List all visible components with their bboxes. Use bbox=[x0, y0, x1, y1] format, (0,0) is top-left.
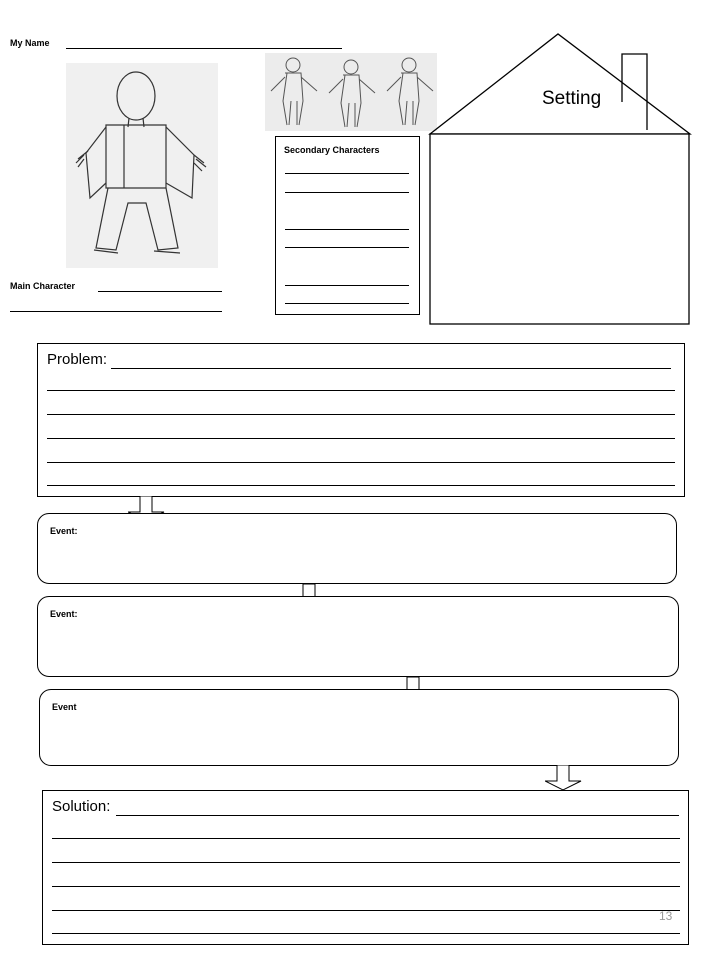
solution-line-2[interactable] bbox=[52, 838, 680, 839]
event-label-1: Event: bbox=[50, 526, 78, 536]
problem-line-4[interactable] bbox=[47, 438, 675, 439]
secondary-character-line-6[interactable] bbox=[285, 303, 409, 304]
solution-line-3[interactable] bbox=[52, 862, 680, 863]
main-character-field-2[interactable] bbox=[10, 311, 222, 312]
solution-line-5[interactable] bbox=[52, 910, 680, 911]
house-outline-icon bbox=[428, 32, 692, 328]
main-character-field-1[interactable] bbox=[98, 291, 222, 292]
solution-line-1[interactable] bbox=[116, 815, 679, 816]
my-name-label: My Name bbox=[10, 38, 50, 48]
boy-figure-icon bbox=[66, 63, 218, 268]
setting-title: Setting bbox=[542, 88, 602, 109]
problem-line-2[interactable] bbox=[47, 390, 675, 391]
page-number: 13 bbox=[659, 909, 673, 923]
secondary-character-line-1[interactable] bbox=[285, 173, 409, 174]
secondary-characters-title: Secondary Characters bbox=[284, 145, 380, 155]
solution-box bbox=[42, 790, 689, 945]
event-label-2: Event: bbox=[50, 609, 78, 619]
secondary-characters-box bbox=[275, 136, 420, 315]
problem-line-6[interactable] bbox=[47, 485, 675, 486]
main-character-label: Main Character bbox=[10, 281, 76, 291]
solution-label: Solution: bbox=[52, 798, 111, 815]
event-box-2[interactable] bbox=[37, 596, 679, 677]
problem-label: Problem: bbox=[47, 351, 108, 368]
secondary-character-line-5[interactable] bbox=[285, 285, 409, 286]
event-box-3[interactable] bbox=[39, 689, 679, 766]
problem-box bbox=[37, 343, 685, 497]
solution-line-4[interactable] bbox=[52, 886, 680, 887]
paper-doll-chain-icon bbox=[265, 53, 437, 131]
event-label-3: Event bbox=[52, 702, 77, 712]
event-box-1[interactable] bbox=[37, 513, 677, 584]
problem-line-3[interactable] bbox=[47, 414, 675, 415]
secondary-character-line-4[interactable] bbox=[285, 247, 409, 248]
secondary-character-line-3[interactable] bbox=[285, 229, 409, 230]
secondary-character-line-2[interactable] bbox=[285, 192, 409, 193]
solution-line-6[interactable] bbox=[52, 933, 680, 934]
problem-line-1[interactable] bbox=[111, 368, 671, 369]
my-name-field[interactable] bbox=[66, 48, 342, 49]
problem-line-5[interactable] bbox=[47, 462, 675, 463]
